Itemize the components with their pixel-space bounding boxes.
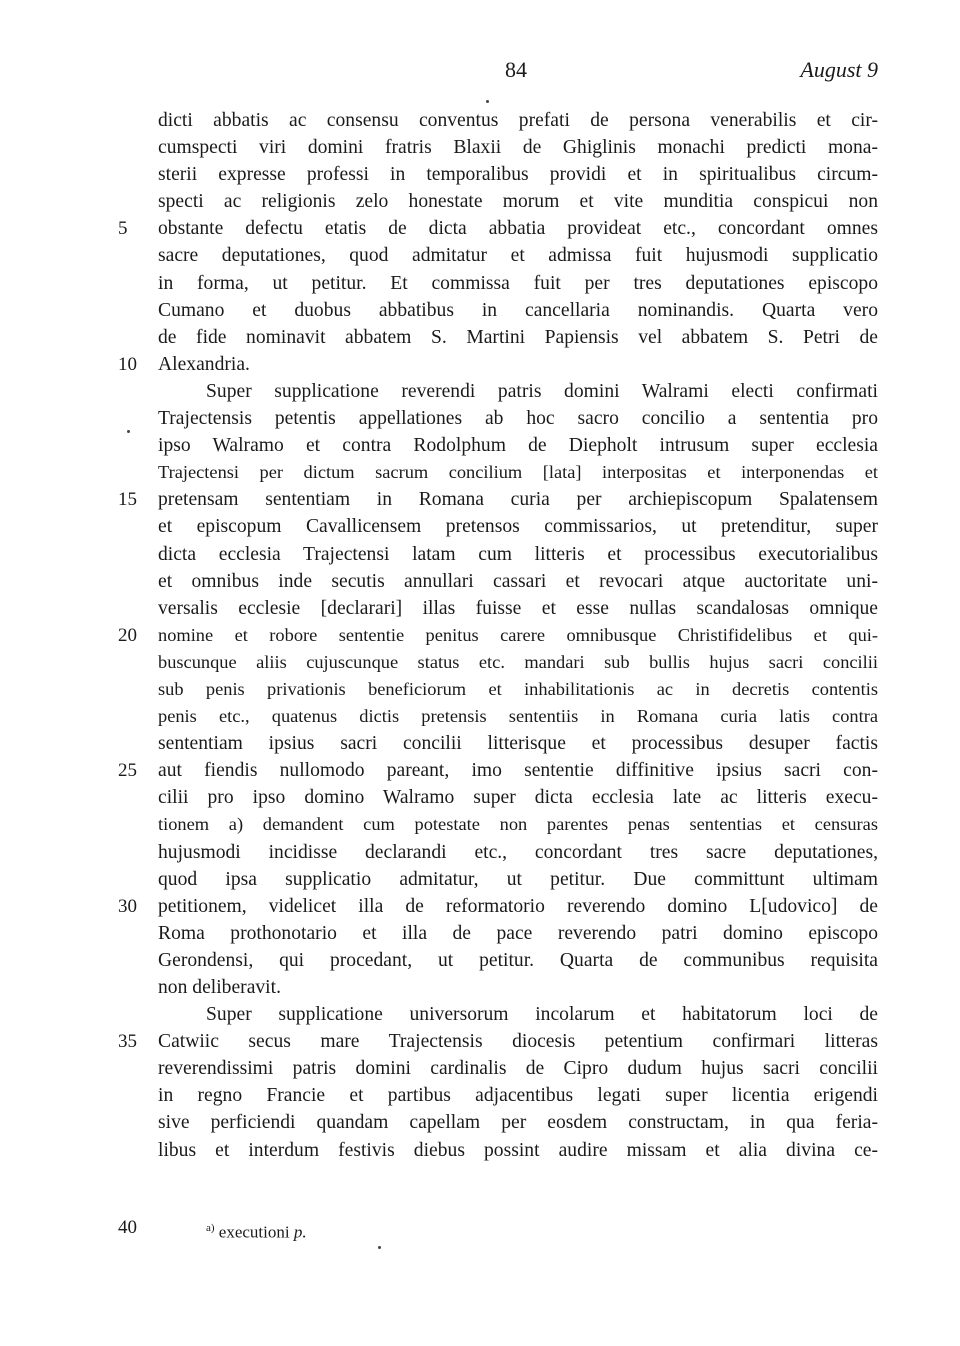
page-number: 84 [505, 57, 527, 82]
text-line [158, 432, 878, 459]
text-line [158, 270, 878, 297]
text-line [158, 784, 878, 811]
text-line [158, 649, 878, 676]
text-line [158, 730, 878, 757]
line-text: Super supplicatione reverendi patris domini Walrami electi confirmati [206, 380, 878, 402]
text-line [118, 893, 878, 920]
text-line [118, 1028, 878, 1055]
line-text: in forma, ut petitur. Et commissa fuit per tres deputationes episcopo [158, 272, 878, 294]
footnote-text: executioni [218, 1222, 290, 1242]
text-line [118, 351, 878, 378]
line-text: Gerondensi, qui procedant, ut petitur. Quarta de communibus requisita [158, 949, 878, 971]
line-text: petitionem, videlicet illa de reformatorio reverendo domino L[udovico] de [158, 895, 878, 917]
footnote-area [118, 1215, 878, 1245]
line-text: sterii expresse professi in temporalibus providi et in spiritualibus circum- [158, 164, 878, 186]
line-text: libus et interdum festivis diebus possint audire missam et alia divina ce- [158, 1139, 878, 1161]
text-line [158, 161, 878, 188]
line-number: 25 [118, 760, 137, 782]
text-line [158, 1001, 878, 1028]
line-number: 15 [118, 489, 137, 511]
text-line [158, 107, 878, 134]
line-text: Super supplicatione universorum incolarum et habitatorum loci de [206, 1004, 878, 1026]
text-line [158, 920, 878, 947]
line-text: obstante defectu etatis de dicta abbatia provideat etc., concordant omnes [158, 218, 878, 240]
text-line [158, 378, 878, 405]
line-number: 5 [118, 218, 128, 240]
line-text: Roma prothonotario et illa de pace reverendo patri domino episcopo [158, 922, 878, 944]
running-head: August 9 [800, 57, 878, 82]
footnote-witness: p. [293, 1222, 307, 1242]
text-line [158, 513, 878, 540]
text-line [118, 215, 878, 242]
text-line [118, 757, 878, 784]
text-line [158, 676, 878, 703]
line-text: sub penis privationis beneficiorum et inhabilitationis ac in decretis contentis [158, 678, 878, 699]
footnote-line-number: 40 [118, 1217, 137, 1238]
line-text: non deliberavit. [158, 977, 281, 998]
line-text: de fide nominavit abbatem S. Martini Papiensis vel abbatem S. Petri de [158, 326, 878, 348]
text-line [158, 188, 878, 215]
text-line [158, 811, 878, 838]
line-text: pretensam sententiam in Romana curia per archiepiscopum Spalatensem [158, 489, 878, 511]
line-text: Trajectensi per dictum sacrum concilium [lata] interpositas et interponendas et [158, 462, 878, 483]
line-text: ipso Walramo et contra Rodolphum de Diepholt intrusum super ecclesia [158, 435, 878, 457]
line-text: Cumano et duobus abbatibus in cancellaria nominandis. Quarta vero [158, 299, 878, 321]
text-line [158, 866, 878, 893]
line-text: reverendissimi patris domini cardinalis de Cipro dudum hujus sacri concilii [158, 1058, 878, 1080]
footnote-mark: a) [206, 1222, 215, 1234]
line-text: sacre deputationes, quod admitatur et admissa fuit hujusmodi supplicatio [158, 245, 878, 267]
text-line [158, 947, 878, 974]
line-number: 10 [118, 353, 137, 375]
page-header [0, 56, 960, 88]
text-line [158, 595, 878, 622]
line-text: hujusmodi incidisse declarandi etc., concordant tres sacre deputationes, [158, 841, 878, 863]
line-text: Alexandria. [158, 353, 250, 375]
text-line [158, 541, 878, 568]
text-line [158, 297, 878, 324]
line-text: aut fiendis nullomodo pareant, imo sententie diffinitive ipsius sacri con- [158, 760, 878, 782]
scan-speck [127, 430, 130, 433]
text-line [158, 1055, 878, 1082]
text-line [158, 1109, 878, 1136]
text-line [158, 839, 878, 866]
line-text: et episcopum Cavallicensem pretensos commissarios, ut pretenditur, super [158, 516, 878, 538]
line-text: Catwiic secus mare Trajectensis diocesis petentium confirmari litteras [158, 1031, 878, 1053]
line-text: cilii pro ipso domino Walramo super dicta ecclesia late ac litteris execu- [158, 787, 878, 809]
line-text: et omnibus inde secutis annullari cassari et revocari atque auctoritate uni- [158, 570, 878, 592]
line-text: cumspecti viri domini fratris Blaxii de Ghiglinis monachi predicti mona- [158, 137, 878, 159]
main-text-block [118, 107, 878, 1164]
line-text: nomine et robore sententie penitus carere omnibusque Christifidelibus et qui- [158, 624, 878, 645]
line-text: versalis ecclesie [declarari] illas fuisse et esse nullas scandalosas omnique [158, 597, 878, 619]
line-text: buscunque aliis cujuscunque status etc. mandari sub bullis hujus sacri concilii [158, 651, 878, 672]
text-line [158, 1137, 878, 1164]
line-text: tionem a) demandent cum potestate non parentes penas sententias et censuras [158, 814, 878, 835]
text-line [158, 568, 878, 595]
line-text: penis etc., quatenus dictis pretensis sententiis in Romana curia latis contra [158, 706, 878, 727]
text-line [158, 324, 878, 351]
text-line [158, 405, 878, 432]
line-number: 30 [118, 895, 137, 917]
line-number: 20 [118, 624, 137, 646]
scan-speck [378, 1246, 381, 1249]
text-line [158, 1082, 878, 1109]
text-line [158, 242, 878, 269]
line-number: 35 [118, 1031, 137, 1053]
line-text: dicti abbatis ac consensu conventus prefati de persona venerabilis et cir- [158, 110, 878, 131]
line-text: sententiam ipsius sacri concilii litterisque et processibus desuper factis [158, 733, 878, 755]
scan-speck [486, 100, 489, 103]
line-text: sive perficiendi quandam capellam per eosdem constructam, in qua feria- [158, 1112, 878, 1134]
text-line [158, 134, 878, 161]
footnote [206, 1215, 307, 1246]
text-line [118, 486, 878, 513]
line-text: quod ipsa supplicatio admitatur, ut petitur. Due committunt ultimam [158, 868, 878, 890]
line-text: in regno Francie et partibus adjacentibus legati super licentia erigendi [158, 1085, 878, 1107]
text-line [158, 703, 878, 730]
line-text: specti ac religionis zelo honestate morum et vite munditia conspicui non [158, 191, 878, 213]
line-text: dicta ecclesia Trajectensi latam cum litteris et processibus executorialibus [158, 543, 878, 565]
text-line [118, 622, 878, 649]
text-line [158, 459, 878, 486]
text-line [158, 974, 878, 1001]
line-text: Trajectensis petentis appellationes ab hoc sacro concilio a sententia pro [158, 408, 878, 430]
